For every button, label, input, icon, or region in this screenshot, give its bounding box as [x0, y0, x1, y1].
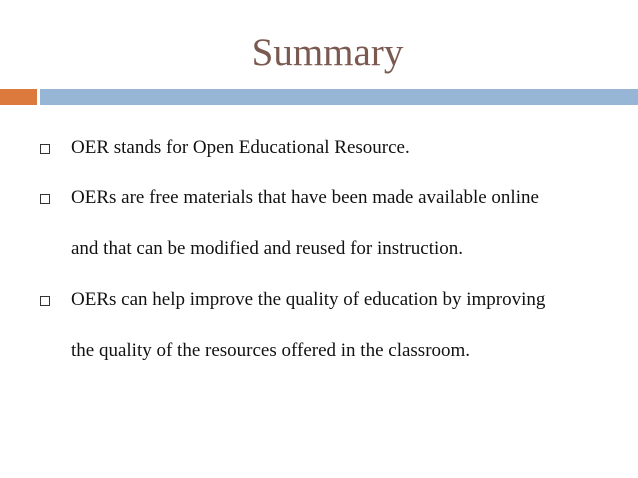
bullet-text-line: OERs are free materials that have been made available online	[71, 187, 539, 208]
square-bullet-icon	[40, 144, 50, 154]
square-bullet-icon	[40, 296, 50, 306]
bullet-text-line: OERs can help improve the quality of education by improving	[71, 289, 546, 310]
slide-title: Summary	[251, 31, 404, 74]
bullet-text-line: and that can be modified and reused for instruction.	[71, 238, 464, 259]
square-bullet-icon	[40, 194, 50, 204]
bullet-text-line: OER stands for Open Educational Resource.	[71, 137, 410, 158]
bullet-text-line: the quality of the resources offered in the classroom.	[71, 340, 471, 361]
